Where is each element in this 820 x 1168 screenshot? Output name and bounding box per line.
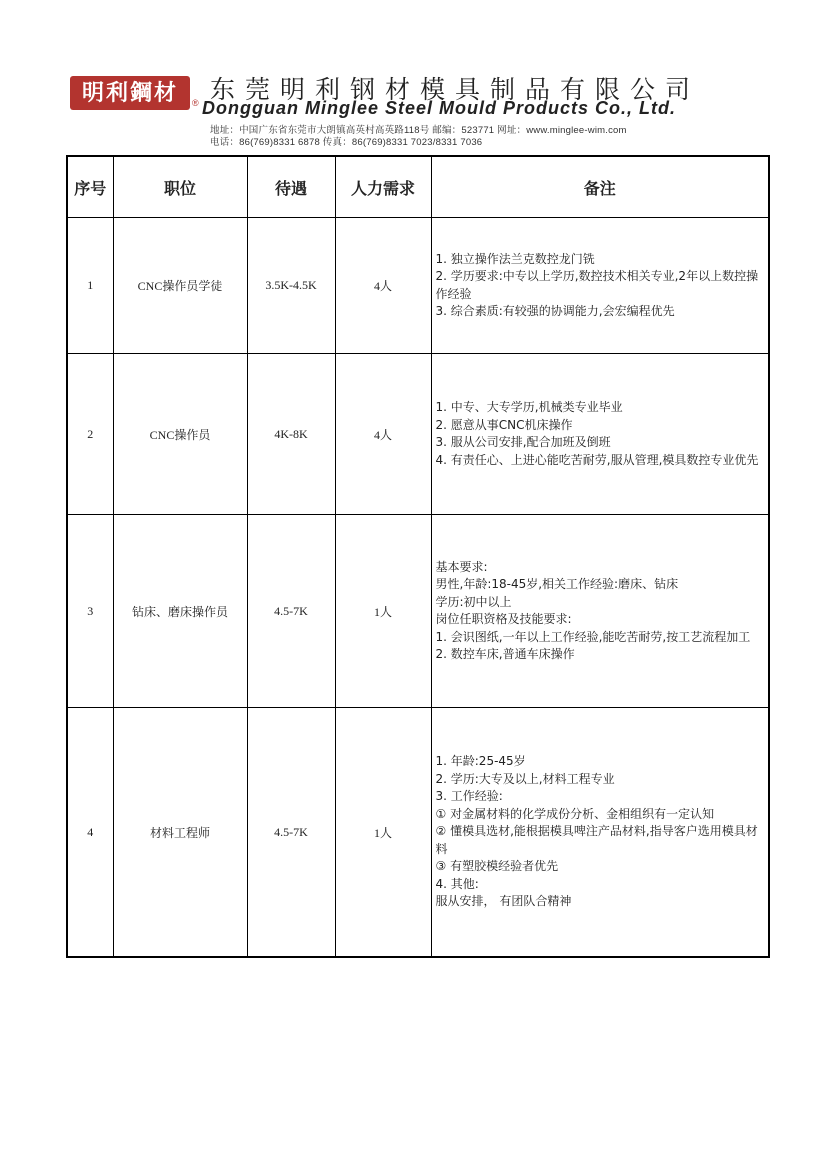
cell-salary: 4K-8K xyxy=(247,354,335,515)
remark-line: 3. 服从公司安排,配合加班及倒班 xyxy=(435,435,611,449)
cell-no: 3 xyxy=(67,515,113,708)
logo-text: 明利鋼材 xyxy=(81,80,178,106)
company-name-english: Dongguan Minglee Steel Mould Products Co., Ltd. xyxy=(202,98,676,118)
table-row xyxy=(67,708,769,958)
cell-position: 材料工程师 xyxy=(113,708,247,958)
remark-line: 基本要求: xyxy=(435,559,488,574)
header-headcount: 人力需求 xyxy=(335,156,431,218)
remark-line: 2. 学历要求:中专以上学历,数控技术相关专业,2年以上数控操作经验 xyxy=(435,269,759,301)
cell-no: 1 xyxy=(67,218,113,354)
remark-line: 1. 会识图纸,一年以上工作经验,能吃苦耐劳,按工艺流程加工 xyxy=(435,629,751,644)
remark-line: 岗位任职资格及技能要求: xyxy=(435,612,572,626)
remark-line: ② 懂模具选材,能根据模具啤注产品材料,指导客户选用模具材料 xyxy=(435,824,758,856)
job-table-wrapper xyxy=(66,155,768,958)
header-position: 职位 xyxy=(113,156,247,218)
remark-line: 3. 综合素质:有较强的协调能力,会宏编程优先 xyxy=(435,304,675,318)
cell-headcount: 1人 xyxy=(335,515,431,708)
cell-salary: 4.5-7K xyxy=(247,515,335,708)
cell-no: 2 xyxy=(67,354,113,515)
table-header-row xyxy=(67,156,769,218)
remark-line: 2. 数控车床,普通车床操作 xyxy=(435,647,575,661)
cell-remarks xyxy=(431,515,769,708)
table-row xyxy=(67,515,769,708)
company-name-chinese: 东莞明利钢材模具制品有限公司 xyxy=(210,75,701,104)
table-row xyxy=(67,218,769,354)
remark-line: 3. 工作经验: xyxy=(435,789,503,804)
remark-line: ① 对金属材料的化学成份分析、金相组织有一定认知 xyxy=(435,806,715,821)
remark-line: 2. 学历:大专及以上,材料工程专业 xyxy=(435,771,615,786)
cell-headcount: 1人 xyxy=(335,708,431,958)
remark-line: 服从安排， 有团队合精神 xyxy=(435,894,572,909)
header-remarks: 备注 xyxy=(431,156,769,218)
cell-headcount: 4人 xyxy=(335,354,431,515)
address-line: 地址：中国广东省东莞市大朗镇高英村高英路118号 邮编：523771 网址：www.minglee-wim.com xyxy=(210,125,627,136)
cell-salary: 3.5K-4.5K xyxy=(247,218,335,354)
phone-line: 电话：86(769)8331 6878 传真：86(769)8331 7023/8331 7036 xyxy=(210,137,483,148)
remark-line: 1. 独立操作法兰克数控龙门铣 xyxy=(435,251,595,266)
cell-remarks xyxy=(431,354,769,515)
remark-line: 1. 中专、大专学历,机械类专业毕业 xyxy=(435,400,623,414)
cell-no: 4 xyxy=(67,708,113,958)
company-logo xyxy=(70,76,190,110)
job-table xyxy=(66,155,770,958)
remark-line: 2. 愿意从事CNC机床操作 xyxy=(435,417,573,432)
header-salary: 待遇 xyxy=(247,156,335,218)
remark-line: 4. 其他: xyxy=(435,876,479,891)
remark-line: 4. 有责任心、上进心能吃苦耐劳,服从管理,模具数控专业优先 xyxy=(435,452,759,467)
cell-position: CNC操作员 xyxy=(113,354,247,515)
remark-line: 男性,年龄:18-45岁,相关工作经验:磨床、钻床 xyxy=(435,577,679,591)
remark-line: 学历:初中以上 xyxy=(435,594,512,609)
remark-line: ③ 有塑胶模经验者优先 xyxy=(435,859,559,874)
header-no: 序号 xyxy=(67,156,113,218)
cell-position: CNC操作员学徒 xyxy=(113,218,247,354)
cell-headcount: 4人 xyxy=(335,218,431,354)
table-row xyxy=(67,354,769,515)
cell-remarks xyxy=(431,218,769,354)
cell-remarks xyxy=(431,708,769,958)
cell-salary: 4.5-7K xyxy=(247,708,335,958)
remark-line: 1. 年龄:25-45岁 xyxy=(435,754,526,769)
cell-position: 钻床、磨床操作员 xyxy=(113,515,247,708)
letterhead xyxy=(60,64,780,154)
registered-mark: ® xyxy=(192,98,199,108)
